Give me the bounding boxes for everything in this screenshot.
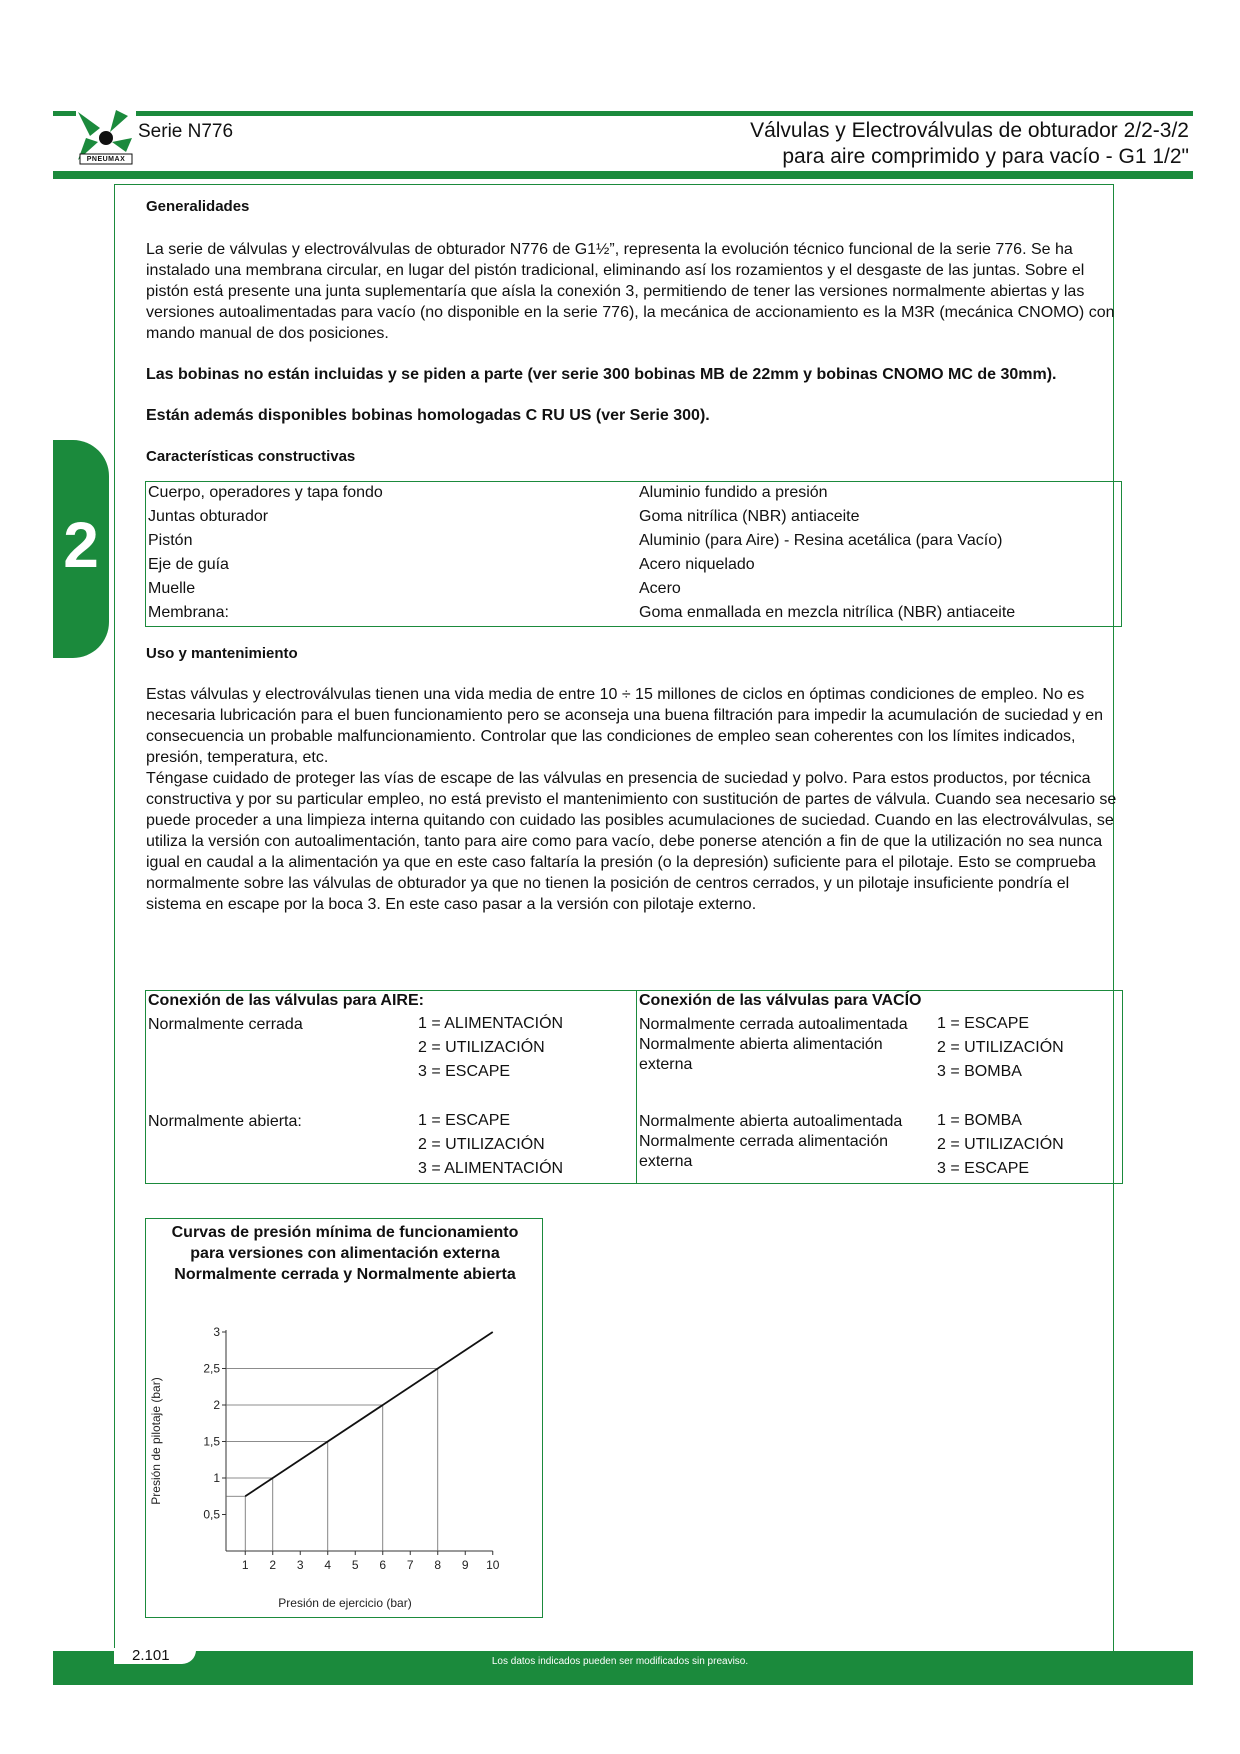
pressure-chart-box <box>145 1218 543 1618</box>
air-no-ports <box>418 1109 563 1181</box>
approved-coils-note: Están además disponibles bobinas homologadas C RU US (ver Serie 300). <box>146 407 710 424</box>
y-tick-label: 3 <box>213 1325 220 1339</box>
y-tick-label: 1,5 <box>203 1434 220 1449</box>
port-item: 3 = ALIMENTACIÓN <box>418 1160 564 1177</box>
vacuum-group2-ports <box>937 1109 1064 1181</box>
air-nc-label: Normalmente cerrada <box>148 1016 303 1033</box>
vacuum-label: Normalmente abierta autoalimentada <box>639 1113 903 1130</box>
part-cell: Muelle <box>148 580 196 597</box>
chart-title-line: Curvas de presión mínima de funcionamiento <box>171 1224 519 1241</box>
air-no-label: Normalmente abierta: <box>148 1113 302 1130</box>
general-heading: Generalidades <box>146 198 250 215</box>
chart-title-line: para versiones con alimentación externa <box>190 1245 500 1262</box>
x-tick-label: 6 <box>379 1558 387 1572</box>
port-item: 2 = UTILIZACIÓN <box>937 1039 1064 1056</box>
title-line-2: para aire comprimido y para vacío - G1 1/2" <box>782 145 1189 168</box>
x-tick-label: 8 <box>434 1558 442 1572</box>
logo-text: PNEUMAX <box>86 156 126 163</box>
table-row <box>146 506 1122 530</box>
part-cell: Eje de guía <box>148 556 229 573</box>
part-cell: Juntas obturador <box>148 508 269 525</box>
x-tick-label: 3 <box>296 1558 304 1572</box>
maintenance-heading: Uso y mantenimiento <box>146 645 298 662</box>
title-line-1: Válvulas y Electroválvulas de obturador 2/2-3/2 <box>750 119 1189 142</box>
chart-title-line: Normalmente cerrada y Normalmente abierta <box>174 1266 516 1283</box>
series-line <box>245 1332 493 1496</box>
header-top-rule <box>53 111 1193 116</box>
series-label: Serie N776 <box>138 121 234 142</box>
material-cell: Acero <box>639 580 681 597</box>
vacuum-group1-ports <box>937 1012 1064 1084</box>
table-row <box>146 482 1122 507</box>
port-item: 1 = ESCAPE <box>418 1112 511 1129</box>
port-item: 1 = BOMBA <box>937 1112 1022 1129</box>
construction-table <box>145 481 1122 627</box>
x-tick-label: 10 <box>486 1558 500 1572</box>
pneumax-logo <box>76 108 136 168</box>
footer-note: Los datos indicados pueden ser modificados sin preaviso. <box>491 1656 749 1667</box>
header-bottom-rule <box>53 171 1193 179</box>
vacuum-group2-labels <box>639 1112 939 1172</box>
table-row <box>146 554 1122 578</box>
chapter-number: 2 <box>63 509 99 581</box>
maintenance-paragraph-2: Téngase cuidado de proteger las vías de escape de las válvulas en presencia de suciedad y polvo. Para estos productos, por técnica constructiva y por su particular empleo, no está previsto el mantenimiento con sustitución de partes de válvula. Cuando sea necesario se puede proceder a una limpieza interna quitando con cuidado las posibles acumulaciones de suciedad. Cuando en las electroválvulas, se utiliza la versión con autoalimentación, tanto para aire como para vacío, debe ponerse atención a fin de que la utilización no sea nunca igual en caudal a la alimentación ya que en este caso faltaría la presión (o la depresión) suficiente para el pilotaje. Esto se comprueba normalmente sobre las válvulas de obturador ya que no tienen la posición de centros cerrados, y un pilotaje insuficiente pondría el sistema en escape por la boca 3. En este caso pasar a la versión con pilotaje externo. <box>146 770 1117 913</box>
pressure-chart <box>146 1219 544 1619</box>
material-cell: Aluminio (para Aire) - Resina acetálica (para Vacío) <box>639 532 1003 549</box>
port-item: 3 = ESCAPE <box>418 1063 511 1080</box>
vacuum-heading: Conexión de las válvulas para VACÍO <box>639 992 922 1009</box>
port-item: 3 = BOMBA <box>937 1063 1022 1080</box>
part-cell: Pistón <box>148 532 193 549</box>
x-tick-label: 7 <box>406 1558 414 1572</box>
x-tick-label: 2 <box>269 1558 277 1572</box>
general-paragraph: La serie de válvulas y electroválvulas de obturador N776 de G1½”, representa la evolución técnico funcional de la serie 776. Se ha instalado una membrana circular, en lugar del pistón tradicional, eliminando así los rozamientos y el desgaste de las juntas. Sobre el pistón está presente una junta suplementaría que aísla la conexión 3, permitiendo de tener las versiones normalmente abiertas y las versiones autoalimentadas para vacío (no disponible en la serie 776), la mecánica de accionamiento es la M3R (mecánica CNOMO) con mando manual de dos posiciones. <box>146 241 1115 342</box>
vacuum-label: Normalmente cerrada autoalimentada <box>639 1016 908 1033</box>
vacuum-label: Normalmente abierta alimentación externa <box>639 1036 883 1073</box>
vacuum-label: Normalmente cerrada alimentación externa <box>639 1133 888 1170</box>
y-axis-label: Presión de pilotaje (bar) <box>149 1377 163 1505</box>
y-tick-label: 1 <box>213 1471 220 1485</box>
port-item: 2 = UTILIZACIÓN <box>418 1136 545 1153</box>
x-tick-label: 5 <box>351 1558 359 1572</box>
table-row <box>146 530 1122 554</box>
page-title <box>750 118 1189 170</box>
material-cell: Acero niquelado <box>639 556 755 573</box>
port-item: 2 = UTILIZACIÓN <box>418 1039 545 1056</box>
port-item: 1 = ALIMENTACIÓN <box>418 1015 564 1032</box>
coils-note: Las bobinas no están incluidas y se piden a parte (ver serie 300 bobinas MB de 22mm y bobinas CNOMO MC de 30mm). <box>146 366 1057 383</box>
air-connections <box>148 991 636 1177</box>
port-item: 2 = UTILIZACIÓN <box>937 1136 1064 1153</box>
table-row <box>146 602 1122 627</box>
material-cell: Goma enmallada en mezcla nitrílica (NBR) antiaceite <box>639 604 1016 621</box>
vacuum-connections <box>636 991 1125 1183</box>
port-item: 1 = ESCAPE <box>937 1015 1030 1032</box>
y-tick-label: 0,5 <box>203 1507 220 1522</box>
vacuum-group1-labels <box>639 1015 939 1075</box>
main-content <box>146 196 1121 915</box>
x-tick-label: 9 <box>461 1558 469 1572</box>
y-tick-label: 2 <box>213 1398 220 1412</box>
page-number: 2.101 <box>132 1647 170 1664</box>
table-row <box>146 578 1122 602</box>
x-tick-label: 4 <box>324 1558 332 1572</box>
port-item: 3 = ESCAPE <box>937 1160 1030 1177</box>
y-tick-label: 2,5 <box>203 1361 220 1376</box>
x-axis-label: Presión de ejercicio (bar) <box>278 1596 412 1610</box>
maintenance-paragraph-1: Estas válvulas y electroválvulas tienen una vida media de entre 10 ÷ 15 millones de ciclos en óptimas condiciones de empleo. No es necesaria lubricación para el buen funcionamiento pero se aconseja una buena filtración para impedir la acumulación de suciedad y en consecuencia un probable malfuncionamiento. Controlar que las condiciones de empleo sean coherentes con los límites indicados, presión, temperatura, etc. <box>146 686 1104 766</box>
material-cell: Aluminio fundido a presión <box>639 484 828 501</box>
air-heading: Conexión de las válvulas para AIRE: <box>148 992 424 1009</box>
x-tick-label: 1 <box>241 1558 249 1572</box>
material-cell: Goma nitrílica (NBR) antiaceite <box>639 508 860 525</box>
part-cell: Cuerpo, operadores y tapa fondo <box>148 484 383 501</box>
construction-heading: Características constructivas <box>146 448 356 465</box>
connections-table <box>145 990 1123 1184</box>
air-nc-ports <box>418 1012 563 1084</box>
part-cell: Membrana: <box>148 604 229 621</box>
